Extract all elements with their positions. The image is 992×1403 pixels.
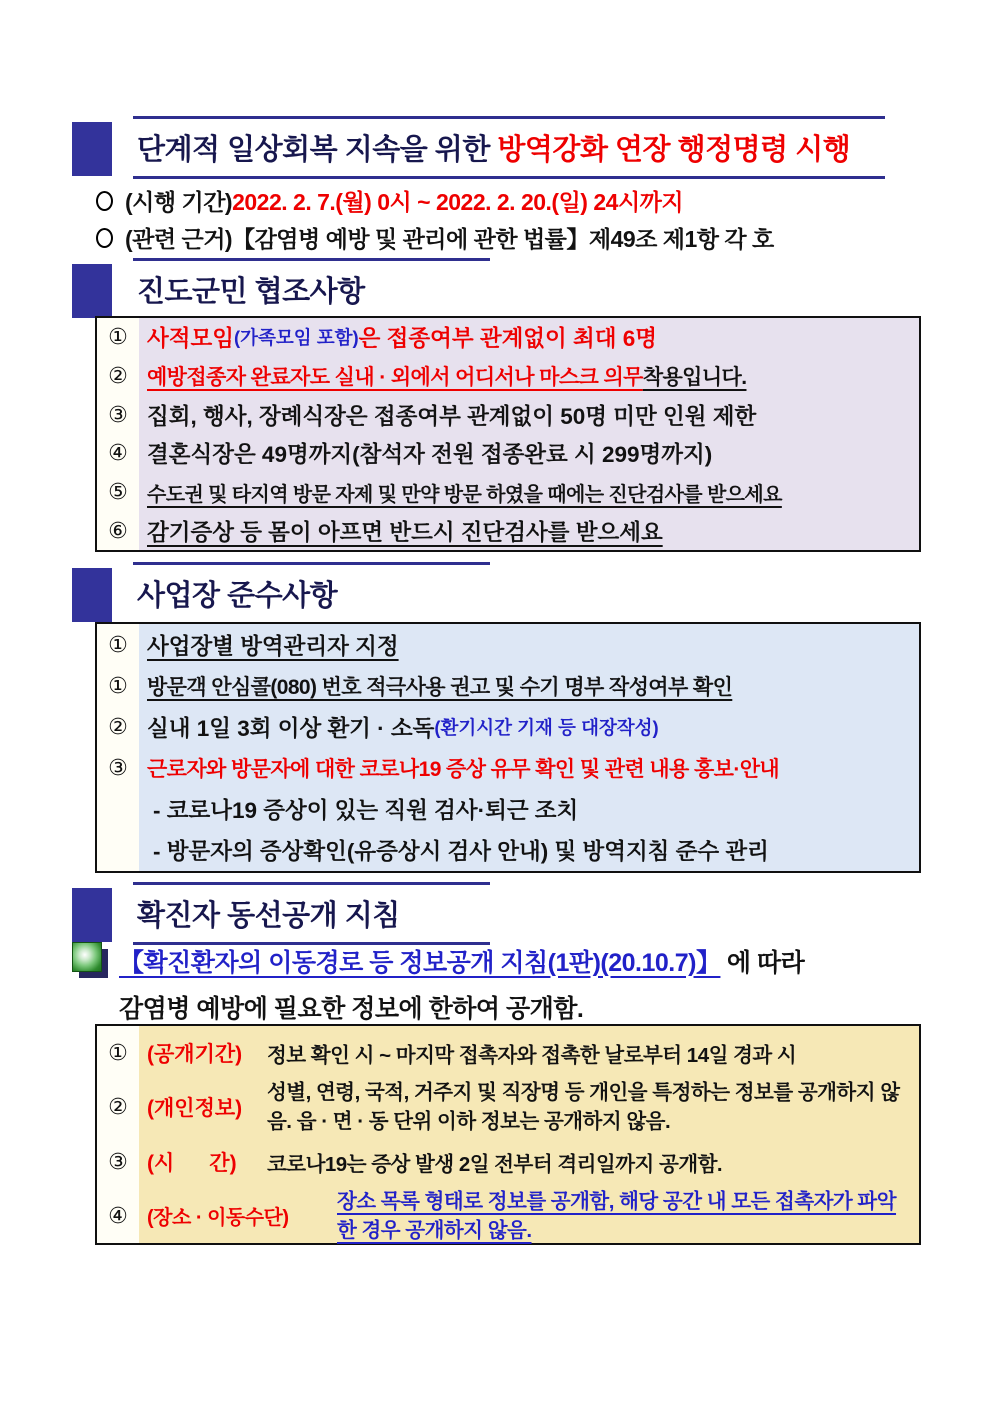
list-sub-item <box>97 830 919 871</box>
item-text-blue: (환기시간 기재 등 대장작성) <box>434 716 659 738</box>
item-text: 성별, 연령, 국적, 거주지 및 직장명 등 개인을 특정하는 정보를 공개하지 않음. 읍 · 면 · 동 단위 이하 정보는 공개하지 않음. <box>267 1081 900 1134</box>
circle-bullet-icon <box>96 228 113 248</box>
guideline-reference-link[interactable]: 【확진환자의 이동경로 등 정보공개 지침(1판)(20.10.7)】 <box>119 948 721 977</box>
coop-rules-box <box>95 316 921 552</box>
item-number: ② <box>97 1080 139 1134</box>
workplace-rules-box <box>95 622 921 873</box>
item-label-red: (장소 · 이동수단) <box>139 1189 329 1243</box>
section-title: 진도군민 협조사항 <box>137 276 365 308</box>
item-text-red: 은 접종여부 관계없이 최대 6명 <box>358 326 657 352</box>
list-item <box>97 1080 919 1134</box>
section-title: 확진자 동선공개 지침 <box>137 900 400 932</box>
navy-square-icon <box>72 122 112 176</box>
item-text-red: 예방접종자 완료자도 실내 · 외에서 어디서나 마스크 의무 <box>147 366 643 389</box>
section-title-red: 방역강화 연장 행정명령 시행 <box>497 134 851 166</box>
item-text: 착용입니다. <box>642 366 747 389</box>
section-coop-header <box>72 258 490 321</box>
list-item <box>97 434 919 473</box>
circle-bullet-icon <box>96 191 113 211</box>
navy-square-icon <box>72 568 112 622</box>
notice-value-period: 2022. 2. 7.(월) 0시 ~ 2022. 2. 20.(일) 24시까지 <box>232 189 684 215</box>
list-item <box>97 748 919 789</box>
list-item <box>97 395 919 434</box>
section-title-block <box>133 258 490 321</box>
item-number: ① <box>97 665 139 706</box>
section-title-navy: 단계적 일상회복 지속을 위한 <box>137 134 498 166</box>
section-title-block <box>133 882 490 945</box>
item-label-red: (시 간) <box>139 1135 259 1189</box>
item-text: 사업장별 방역관리자 지정 <box>147 633 399 659</box>
list-item <box>97 318 919 357</box>
list-sub-item <box>97 789 919 830</box>
item-text-blue: (가족모임 포함) <box>233 327 359 349</box>
list-item <box>97 665 919 706</box>
list-item <box>97 624 919 665</box>
notice-label: (관련 근거) <box>125 226 233 252</box>
list-item <box>97 473 919 512</box>
item-number: ① <box>97 318 139 357</box>
item-number: ⑤ <box>97 473 139 512</box>
disclosure-intro-line2: 감염병 예방에 필요한 정보에 한하여 공개함. <box>119 995 584 1023</box>
section-disclosure-header <box>72 882 490 945</box>
item-number: ① <box>97 624 139 665</box>
disclosure-intro <box>72 942 932 1025</box>
notice-row-basis <box>96 219 774 256</box>
intro-tail-text: 에 따라 <box>720 948 805 977</box>
item-text: 실내 1일 3회 이상 환기 · 소독 <box>147 715 435 741</box>
item-text: 수도권 및 타지역 방문 자제 및 만약 방문 하였을 때에는 진단검사를 받으세요 <box>147 483 782 506</box>
item-number: ④ <box>97 1189 139 1243</box>
item-number: ⑥ <box>97 511 139 550</box>
item-text: 결혼식장은 49명까지(참석자 전원 접종완료 시 299명까지) <box>147 442 713 468</box>
item-text-red: 근로자와 방문자에 대한 코로나19 증상 유무 확인 및 관련 내용 홍보·안내 <box>147 758 780 782</box>
item-number: ③ <box>97 1135 139 1189</box>
section-workplace-header <box>72 562 490 625</box>
item-number-empty <box>97 830 139 871</box>
section-enforcement-header <box>72 116 885 179</box>
item-number: ③ <box>97 395 139 434</box>
green-square-icon <box>72 942 109 979</box>
list-item <box>97 706 919 747</box>
item-text-red: 사적모임 <box>147 326 234 352</box>
item-number: ② <box>97 706 139 747</box>
list-item <box>97 357 919 396</box>
navy-square-icon <box>72 264 112 318</box>
item-number-empty <box>97 789 139 830</box>
section-title-block <box>133 562 490 625</box>
item-text: 코로나19는 증상 발생 2일 전부터 격리일까지 공개함. <box>267 1152 723 1176</box>
enforcement-notices <box>96 182 774 256</box>
disclosure-rules-box <box>95 1024 921 1245</box>
item-number: ② <box>97 357 139 396</box>
navy-square-icon <box>72 888 112 942</box>
item-number: ① <box>97 1026 139 1080</box>
item-label-red: (공개기간) <box>139 1026 259 1080</box>
item-number: ④ <box>97 434 139 473</box>
item-text: 정보 확인 시 ~ 마지막 접촉자와 접촉한 날로부터 14일 경과 시 <box>267 1044 797 1068</box>
disclosure-intro-line1 <box>72 942 932 979</box>
notice-label: (시행 기간) <box>125 189 233 215</box>
notice-row-period <box>96 182 774 219</box>
list-item <box>97 511 919 550</box>
item-text-blue: 장소 목록 형태로 정보를 공개함, 해당 공간 내 모든 접촉자가 파악한 경우 공개하지 않음. <box>337 1189 897 1242</box>
section-title: 사업장 준수사항 <box>137 580 338 612</box>
list-item <box>97 1189 919 1243</box>
item-text: 방문객 안심콜(080) 번호 적극사용 권고 및 수기 명부 작성여부 확인 <box>147 675 733 699</box>
item-label-red: (개인정보) <box>139 1080 259 1134</box>
list-item <box>97 1135 919 1189</box>
sub-item-text: - 코로나19 증상이 있는 직원 검사·퇴근 조치 <box>153 798 579 824</box>
notice-value-basis: 【감염병 예방 및 관리에 관한 법률】제49조 제1항 각 호 <box>232 226 774 252</box>
sub-item-text: - 방문자의 증상확인(유증상시 검사 안내) 및 방역지침 준수 관리 <box>153 839 769 865</box>
item-number: ③ <box>97 748 139 789</box>
list-item <box>97 1026 919 1080</box>
item-text: 감기증상 등 몸이 아프면 반드시 진단검사를 받으세요 <box>147 519 663 545</box>
item-text: 집회, 행사, 장례식장은 접종여부 관계없이 50명 미만 인원 제한 <box>147 403 757 429</box>
section-title-block <box>133 116 885 179</box>
